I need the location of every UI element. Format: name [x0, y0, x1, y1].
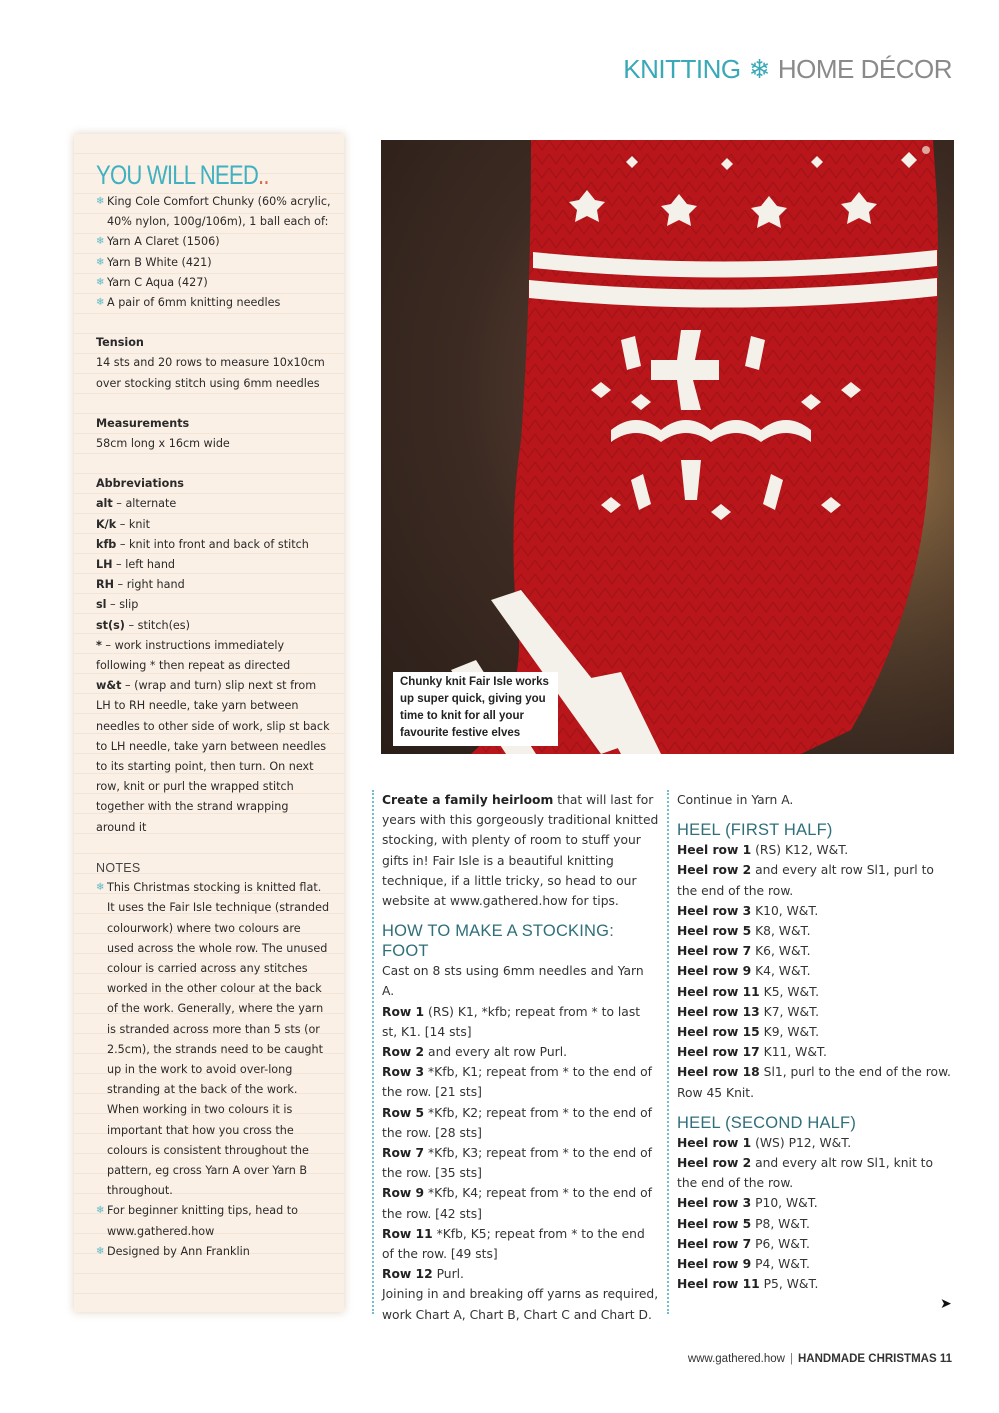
materials-list — [96, 192, 331, 313]
continue-text: Continue in Yarn A. — [677, 793, 794, 807]
snowflake-bullet-icon: ❄ — [96, 276, 105, 288]
page-footer: www.gathered.how | HANDMADE CHRISTMAS 11 — [687, 1353, 952, 1365]
pattern-row-instruction: Row 1 (RS) K1, *kfb; repeat from * to last st, K1. [14 sts] — [382, 1004, 641, 1039]
pattern-row-instruction: Row 9 *Kfb, K4; repeat from * to the end of the row. [42 sts] — [382, 1186, 652, 1221]
note-item: ❄ This Christmas stocking is knitted flat. It uses the Fair Isle technique (stranded colourwork) where two colours are used across the whole row. The unused colour is carried across any stitches worked in the other colour at the back of the work. Generally, where the yarn is stranded across more than 5 sts (or 2.5cm), the strands need to be caught up in the work to avoid over-long stranding at the back of the work. When working in two colours it is important that how you cross the colours is consistent throughout the pattern, eg cross Yarn A over Yarn B throughout. — [96, 878, 331, 1201]
heel-first-half-heading: HEEL (FIRST HALF) — [677, 821, 833, 840]
pattern-row-instruction: Heel row 11 P5, W&T. — [677, 1277, 819, 1292]
snowflake-bullet-icon: ❄ — [96, 256, 105, 268]
pattern-row-instruction: Heel row 9 P4, W&T. — [677, 1257, 810, 1272]
pattern-row-instruction: Heel row 5 P8, W&T. — [677, 1216, 810, 1231]
pattern-row-instruction: Heel row 11 K5, W&T. — [677, 984, 820, 999]
abbreviation-item: K/k – knit — [96, 517, 150, 531]
intro-paragraph: Create a family heirloom that will last for years with this gorgeously traditional knitted stocking, with plenty of room to stuff your gifts in! Fair Isle is a beautiful knitting technique, if a little tricky, so head to our website at www.gathered.how for tips. — [382, 793, 659, 909]
subsection-label: HOME DÉCOR — [777, 54, 952, 84]
section-label: KNITTING — [623, 54, 741, 84]
snowflake-icon: ❄ — [748, 54, 770, 84]
you-will-need-title: YOU WILL NEED.. — [96, 160, 269, 190]
abbreviation-item: * – work instructions immediately following * then repeat as directed — [96, 638, 291, 673]
pattern-row-instruction: Heel row 7 P6, W&T. — [677, 1236, 810, 1251]
note-item: ❄ For beginner knitting tips, head to www.gathered.how — [96, 1201, 331, 1241]
pattern-row-instruction: Heel row 2 and every alt row Sl1, knit to the end of the row. — [677, 1156, 934, 1191]
foot-heading: HOW TO MAKE A STOCKING: FOOT — [382, 922, 614, 961]
magazine-title: HANDMADE CHRISTMAS — [797, 1353, 937, 1365]
page-number: 11 — [939, 1353, 952, 1365]
snowflake-bullet-icon: ❄ — [96, 236, 105, 248]
pattern-row-instruction: Heel row 18 Sl1, purl to the end of the row. — [677, 1065, 951, 1080]
materials-item: ❄ King Cole Comfort Chunky (60% acrylic, 40% nylon, 100g/106m), 1 ball each of: — [96, 192, 331, 232]
pattern-row-instruction: Row 11 *Kfb, K5; repeat from * to the end of the row. [49 sts] — [382, 1226, 645, 1262]
abbreviation-item: w&t – (wrap and turn) slip next st from LH to RH needle, take yarn between needles to other side of work, slip st back to LH needle, take yarn between needles to its starting point, then turn. On next row, knit or purl the wrapped stitch together with the strand wrapping around it — [96, 679, 330, 834]
chart-instructions: Joining in and breaking off yarns as required, work Chart A, Chart B, Chart C and Chart D. — [382, 1287, 659, 1322]
pattern-column-1 — [372, 790, 659, 1322]
abbreviation-item: sl – slip — [96, 598, 139, 612]
pattern-row-instruction: Heel row 2 and every alt row Sl1, purl to the end of the row. — [677, 863, 934, 898]
materials-item: ❄ Yarn A Claret (1506) — [96, 232, 331, 252]
foot-rows — [382, 1002, 659, 1285]
abbreviation-item: RH – right hand — [96, 578, 185, 592]
cast-on-text: Cast on 8 sts using 6mm needles and Yarn A. — [382, 964, 644, 999]
pattern-row-instruction: Heel row 13 K7, W&T. — [677, 1004, 820, 1019]
photo-caption: Chunky knit Fair Isle works up super quick, giving you time to knit for all your favourite festive elves — [393, 672, 558, 746]
note-item: ❄ Designed by Ann Franklin — [96, 1242, 331, 1262]
snowflake-bullet-icon: ❄ — [96, 196, 105, 207]
pattern-row-instruction: Heel row 17 K11, W&T. — [677, 1045, 827, 1060]
pattern-row-instruction: Row 2 and every alt row Purl. — [382, 1045, 568, 1060]
abbreviations-list — [96, 494, 331, 837]
section-header — [623, 54, 952, 85]
pattern-row-instruction: Heel row 15 K9, W&T. — [677, 1025, 820, 1040]
stocking-photo — [381, 140, 954, 754]
heel-first-half-rows — [677, 840, 957, 1082]
measurements-text: 58cm long x 16cm wide — [96, 437, 230, 451]
notes-label: NOTES — [96, 860, 141, 875]
materials-item: ❄ A pair of 6mm knitting needles — [96, 293, 331, 313]
pattern-row-instruction: Row 7 *Kfb, K3; repeat from * to the end of the row. [35 sts] — [382, 1146, 652, 1181]
pattern-row-instruction: Row 12 Purl. — [382, 1267, 464, 1282]
abbreviation-item: alt – alternate — [96, 497, 177, 511]
heel-second-half-rows — [677, 1133, 957, 1295]
abbreviation-item: kfb – knit into front and back of stitch — [96, 537, 309, 551]
pattern-row-instruction: Heel row 1 (WS) P12, W&T. — [677, 1135, 852, 1150]
pattern-row-instruction: Heel row 5 K8, W&T. — [677, 924, 811, 939]
pattern-row-instruction: Heel row 3 K10, W&T. — [677, 903, 819, 918]
snowflake-bullet-icon: ❄ — [96, 882, 105, 894]
snowflake-bullet-icon: ❄ — [96, 1205, 105, 1217]
continue-arrow-icon: ➤ — [940, 1296, 952, 1312]
row-45-text: Row 45 Knit. — [677, 1085, 755, 1100]
measurements-label: Measurements — [96, 416, 190, 430]
abbreviation-item: st(s) – stitch(es) — [96, 618, 191, 632]
pattern-row-instruction: Heel row 9 K4, W&T. — [677, 964, 811, 979]
abbreviations-label: Abbreviations — [96, 477, 184, 491]
materials-sidebar — [74, 134, 344, 1312]
materials-item: ❄ Yarn B White (421) — [96, 253, 331, 273]
tension-label: Tension — [96, 336, 144, 350]
heel-second-half-heading: HEEL (SECOND HALF) — [677, 1113, 857, 1132]
abbreviation-item: LH – left hand — [96, 558, 176, 572]
footer-url: www.gathered.how — [687, 1353, 785, 1365]
pattern-row-instruction: Row 3 *Kfb, K1; repeat from * to the end of the row. [21 sts] — [382, 1065, 652, 1100]
materials-item: ❄ Yarn C Aqua (427) — [96, 273, 331, 293]
pattern-row-instruction: Heel row 1 (RS) K12, W&T. — [677, 843, 849, 858]
pattern-column-2 — [667, 790, 957, 1314]
snowflake-bullet-icon: ❄ — [96, 297, 105, 309]
pattern-row-instruction: Heel row 7 K6, W&T. — [677, 944, 811, 959]
snowflake-bullet-icon: ❄ — [96, 1245, 105, 1257]
notes-list — [96, 878, 331, 1262]
pattern-row-instruction: Heel row 3 P10, W&T. — [677, 1196, 818, 1211]
tension-text: 14 sts and 20 rows to measure 10x10cm over stocking stitch using 6mm needles — [96, 356, 325, 390]
fair-isle-stocking-image — [381, 140, 954, 754]
pattern-row-instruction: Row 5 *Kfb, K2; repeat from * to the end of the row. [28 sts] — [382, 1105, 652, 1140]
